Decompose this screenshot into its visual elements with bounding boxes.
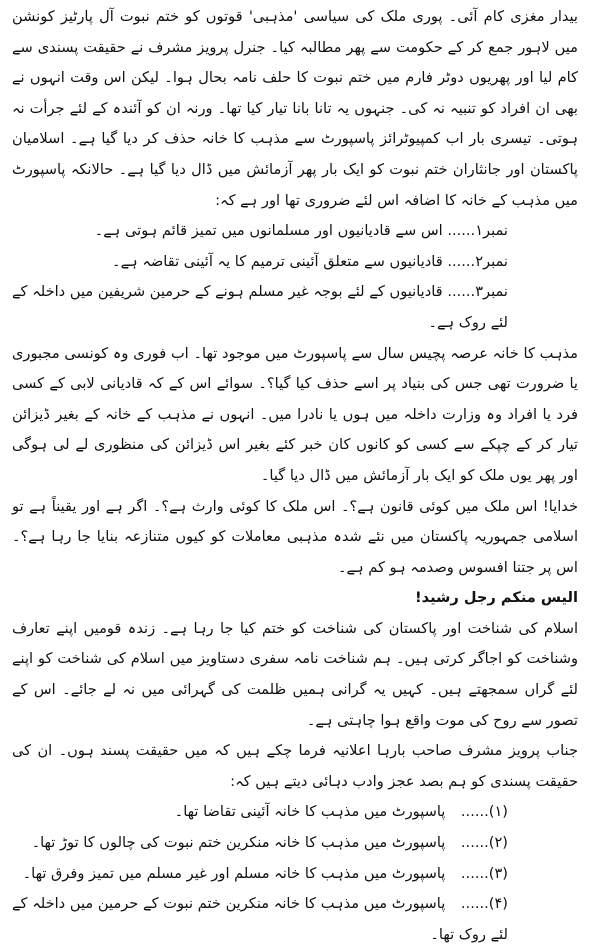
item-text: قادیانیوں کے لئے بوجہ غیر مسلم ہونے کے حرمین شریفین میں داخلہ کے لئے روک ہے۔: [12, 283, 508, 331]
paragraph-4: اسلام کی شناخت اور پاکستان کی شناخت کو ختم کیا جا رہا ہے۔ زندہ قومیں اپنے تعارف وشناخت کو اجاگر کرتی ہیں۔ ہم شناخت نامہ سفری دستاویز میں اسلام کی شناخت کو اپنے لئے گراں سمجھتے ہیں۔ کہیں یہ گرانی ہمیں ظلمت کی گہرائی میں نہ لے جائے۔ اس کے تصور سے روح کی موت واقع ہوا چاہتی ہے۔: [12, 619, 578, 729]
list-item: [12, 216, 578, 247]
list-item: [12, 889, 578, 950]
item-number: (۲)......: [460, 834, 508, 852]
item-number: (۱)......: [460, 803, 508, 821]
demands-list: [12, 797, 578, 950]
list-item: [12, 828, 578, 859]
item-text: پاسپورٹ میں مذہب کا خانہ منکرین ختم نبوت کی چالوں کا توڑ تھا۔: [31, 834, 446, 852]
item-number: نمبر۳......: [447, 283, 508, 301]
list-item: [12, 859, 578, 890]
list-item: [12, 797, 578, 828]
item-text: قادیانیوں سے متعلق آئینی ترمیم کا یہ آئینی تقاضہ ہے۔: [112, 252, 443, 270]
item-text: پاسپورٹ میں مذہب کا خانہ آئینی تقاضا تھا۔: [174, 803, 446, 821]
list-item: [12, 247, 578, 278]
paragraph-2: مذہب کا خانہ عرصہ پچیس سال سے پاسپورٹ میں موجود تھا۔ اب فوری وہ کونسی مجبوری یا ضرورت تھی جس کی بنیاد پر اسے حذف کیا گیا؟۔ سوائے اس کے کہ قادیانی لابی کے کسی فرد یا افراد وہ وزارت داخلہ میں ہوں یا نادرا میں۔ انہوں نے مذہب کے خانہ کے بغیر ڈیزائن تیار کر کے چپکے سے کسی کو کانوں کان خبر کئے بغیر اس ڈیزائن کی منظوری لے لی ہوگی اور پھر یوں ملک کو ایک بار آزمائش میں ڈال دیا گیا۔: [12, 344, 578, 484]
item-number: نمبر۱......: [447, 222, 508, 240]
list-item: [12, 277, 578, 338]
item-number: (۴)......: [460, 895, 508, 913]
item-number: (۳)......: [460, 864, 508, 882]
document-page: [12, 2, 578, 943]
item-text: پاسپورٹ میں مذہب کا خانہ مسلم اور غیر مسلم میں تمیز وفرق تھا۔: [22, 864, 446, 882]
paragraph-3: خدایا! اس ملک میں کوئی قانون ہے؟۔ اس ملک کا کوئی وارث ہے؟۔ اگر ہے اور یقیناً ہے تو اسلامی جمہوریہ پاکستان میں نئے شدہ مذہبی معاملات کو کیوں متنازعہ بنایا جا رہا ہے؟۔ اس پر جتنا افسوس وصدمہ ہو کم ہے۔: [12, 497, 578, 576]
signoff-line: الیس منکم رجل رشید!: [415, 589, 578, 607]
paragraph-1: بیدار مغزی کام آئی۔ پوری ملک کی سیاسی 'مذہبی' قوتوں کو ختم نبوت آل پارٹیز کونشن میں لاہور جمع کر کے حکومت سے پھر مطالبہ کیا۔ جنرل پرویز مشرف نے حقیقت پسندی سے کام لیا اور پھریوں دوٹر فارم میں ختم نبوت کا حلف نامہ بحال ہوا۔ لیکن اس وقت انہوں نے بھی ان افراد کو تنبیہ نہ کی۔ جنہوں یہ تانا بانا تیار کیا تھا۔ ورنہ ان کو آئندہ کے لئے جرأت نہ ہوتی۔ تیسری بار اب کمپیوٹرائز پاسپورٹ سے مذہب کا خانہ حذف کر دیا گیا ہے۔ اسلامیان پاکستان اور جانثاران ختم نبوت کو ایک بار پھر آزمائش میں ڈال دیا گیا ہے۔ حالانکہ پاسپورٹ میں مذہب کے خانہ کا اضافہ اس لئے ضروری تھا اور ہے کہ:: [12, 8, 578, 209]
paragraph-5: جناب پرویز مشرف صاحب بارہا اعلانیہ فرما چکے ہیں کہ میں حقیقت پسند ہوں۔ ان کی حقیقت پسندی کو ہم بصد عجز وادب دہائی دیتے ہیں کہ:: [12, 742, 578, 790]
item-text: پاسپورٹ میں مذہب کا خانہ منکرین ختم نبوت کے حرمین میں داخلہ کے لئے روک تھا۔: [12, 895, 508, 943]
item-number: نمبر۲......: [447, 252, 508, 270]
reasons-list: [12, 216, 578, 338]
item-text: اس سے قادیانیوں اور مسلمانوں میں تمیز قائم ہوتی ہے۔: [94, 222, 443, 240]
